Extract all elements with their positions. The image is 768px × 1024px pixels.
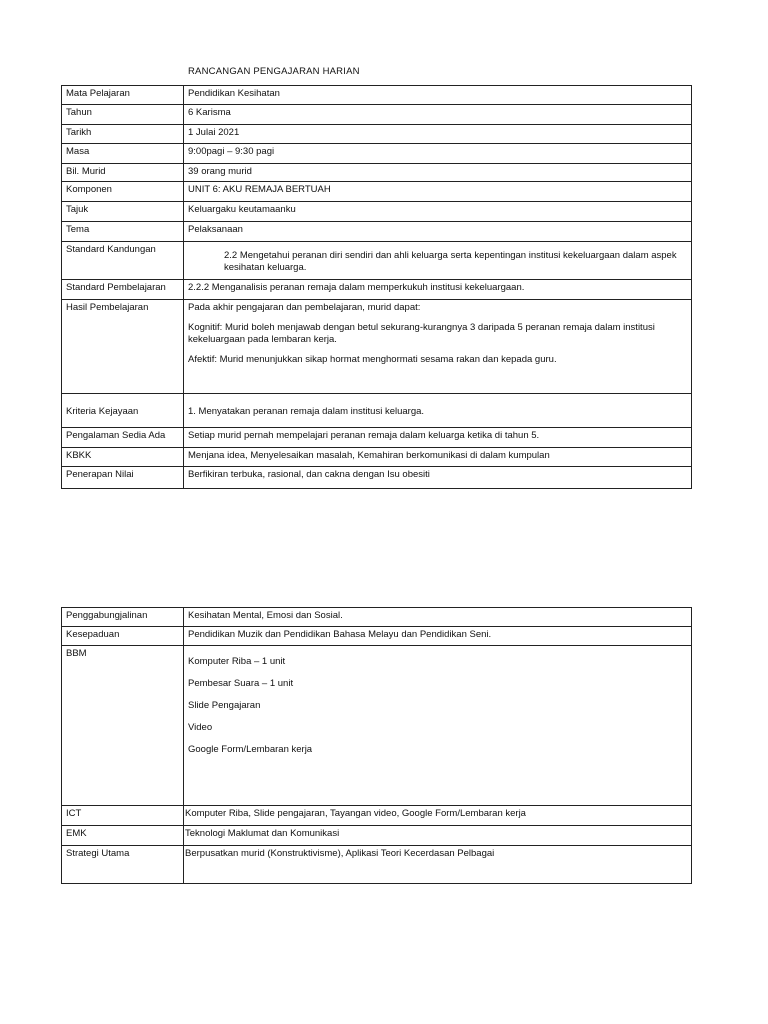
label-tarikh: Tarikh xyxy=(62,125,184,144)
label-ict: ICT xyxy=(62,806,184,826)
row-kriteria-kejayaan xyxy=(62,394,692,428)
row-tahun xyxy=(62,105,692,125)
label-standard-kandungan: Standard Kandungan xyxy=(62,242,184,280)
row-kesepaduan xyxy=(62,627,692,646)
row-standard-pembelajaran xyxy=(62,280,692,300)
row-komponen xyxy=(62,182,692,202)
label-tajuk: Tajuk xyxy=(62,202,184,222)
row-pengalaman xyxy=(62,428,692,448)
label-kriteria-kejayaan: Kriteria Kejayaan xyxy=(62,394,184,428)
page-title: RANCANGAN PENGAJARAN HARIAN xyxy=(188,66,360,77)
hasil-afektif: Afektif: Murid menunjukkan sikap hormat menghormati sesama rakan dan kepada guru. xyxy=(188,354,557,365)
value-masa: 9:00pagi – 9:30 pagi xyxy=(184,144,692,164)
row-hasil-pembelajaran xyxy=(62,300,692,394)
value-mata-pelajaran: Pendidikan Kesihatan xyxy=(184,86,692,105)
hasil-kognitif: Kognitif: Murid boleh menjawab dengan betul sekurang-kurangnya 3 daripada 5 peranan remaja dalam institusi kekeluargaan pada lembaran kerja. xyxy=(188,322,655,345)
value-ict: Komputer Riba, Slide pengajaran, Tayangan video, Google Form/Lembaran kerja xyxy=(184,806,692,826)
bbm-list xyxy=(184,646,692,806)
value-tajuk: Keluargaku keutamaanku xyxy=(184,202,692,222)
row-emk xyxy=(62,826,692,846)
bbm-item: Komputer Riba – 1 unit xyxy=(188,656,286,667)
value-tema: Pelaksanaan xyxy=(184,222,692,242)
row-tajuk xyxy=(62,202,692,222)
label-mata-pelajaran: Mata Pelajaran xyxy=(62,86,184,105)
hasil-intro: Pada akhir pengajaran dan pembelajaran, murid dapat: xyxy=(188,302,421,313)
value-penerapan-nilai: Berfikiran terbuka, rasional, dan cakna dengan Isu obesiti xyxy=(184,467,692,489)
row-penggabungjalinan xyxy=(62,608,692,627)
bbm-item: Slide Pengajaran xyxy=(188,700,261,711)
value-komponen: UNIT 6: AKU REMAJA BERTUAH xyxy=(184,182,692,202)
lesson-plan-table-2 xyxy=(61,607,692,884)
value-standard-kandungan: 2.2 Mengetahui peranan diri sendiri dan ahli keluarga serta kepentingan institusi kekeluargaan dalam aspek kesihatan keluarga. xyxy=(224,250,677,273)
row-bil-murid xyxy=(62,164,692,182)
value-kriteria-kejayaan: 1. Menyatakan peranan remaja dalam institusi keluarga. xyxy=(184,394,692,428)
label-tahun: Tahun xyxy=(62,105,184,125)
label-bil-murid: Bil. Murid xyxy=(62,164,184,182)
label-strategi: Strategi Utama xyxy=(62,846,184,884)
value-kbkk: Menjana idea, Menyelesaikan masalah, Kemahiran berkomunikasi di dalam kumpulan xyxy=(184,448,692,467)
value-penggabungjalinan: Kesihatan Mental, Emosi dan Sosial. xyxy=(184,608,692,627)
value-strategi: Berpusatkan murid (Konstruktivisme), Aplikasi Teori Kecerdasan Pelbagai xyxy=(184,846,692,884)
value-bil-murid: 39 orang murid xyxy=(184,164,692,182)
value-tarikh: 1 Julai 2021 xyxy=(184,125,692,144)
label-hasil-pembelajaran: Hasil Pembelajaran xyxy=(62,300,184,394)
row-mata-pelajaran xyxy=(62,86,692,105)
value-emk: Teknologi Maklumat dan Komunikasi xyxy=(184,826,692,846)
row-tarikh xyxy=(62,125,692,144)
label-pengalaman: Pengalaman Sedia Ada xyxy=(62,428,184,448)
bbm-item: Video xyxy=(188,722,213,733)
row-penerapan-nilai xyxy=(62,467,692,489)
label-bbm: BBM xyxy=(62,646,184,806)
label-emk: EMK xyxy=(62,826,184,846)
label-penggabungjalinan: Penggabungjalinan xyxy=(62,608,184,627)
value-pengalaman: Setiap murid pernah mempelajari peranan remaja dalam keluarga ketika di tahun 5. xyxy=(184,428,692,448)
lesson-plan-table-1 xyxy=(61,85,692,489)
label-masa: Masa xyxy=(62,144,184,164)
value-standard-pembelajaran: 2.2.2 Menganalisis peranan remaja dalam memperkukuh institusi kekeluargaan. xyxy=(184,280,692,300)
label-kbkk: KBKK xyxy=(62,448,184,467)
value-kesepaduan: Pendidikan Muzik dan Pendidikan Bahasa Melayu dan Pendidikan Seni. xyxy=(184,627,692,646)
label-komponen: Komponen xyxy=(62,182,184,202)
row-standard-kandungan xyxy=(62,242,692,280)
row-kbkk xyxy=(62,448,692,467)
bbm-item: Google Form/Lembaran kerja xyxy=(188,744,313,755)
bbm-item: Pembesar Suara – 1 unit xyxy=(188,678,294,689)
label-kesepaduan: Kesepaduan xyxy=(62,627,184,646)
value-tahun: 6 Karisma xyxy=(184,105,692,125)
row-masa xyxy=(62,144,692,164)
label-standard-pembelajaran: Standard Pembelajaran xyxy=(62,280,184,300)
row-tema xyxy=(62,222,692,242)
label-tema: Tema xyxy=(62,222,184,242)
label-penerapan-nilai: Penerapan Nilai xyxy=(62,467,184,489)
row-bbm xyxy=(62,646,692,806)
row-ict xyxy=(62,806,692,826)
row-strategi xyxy=(62,846,692,884)
